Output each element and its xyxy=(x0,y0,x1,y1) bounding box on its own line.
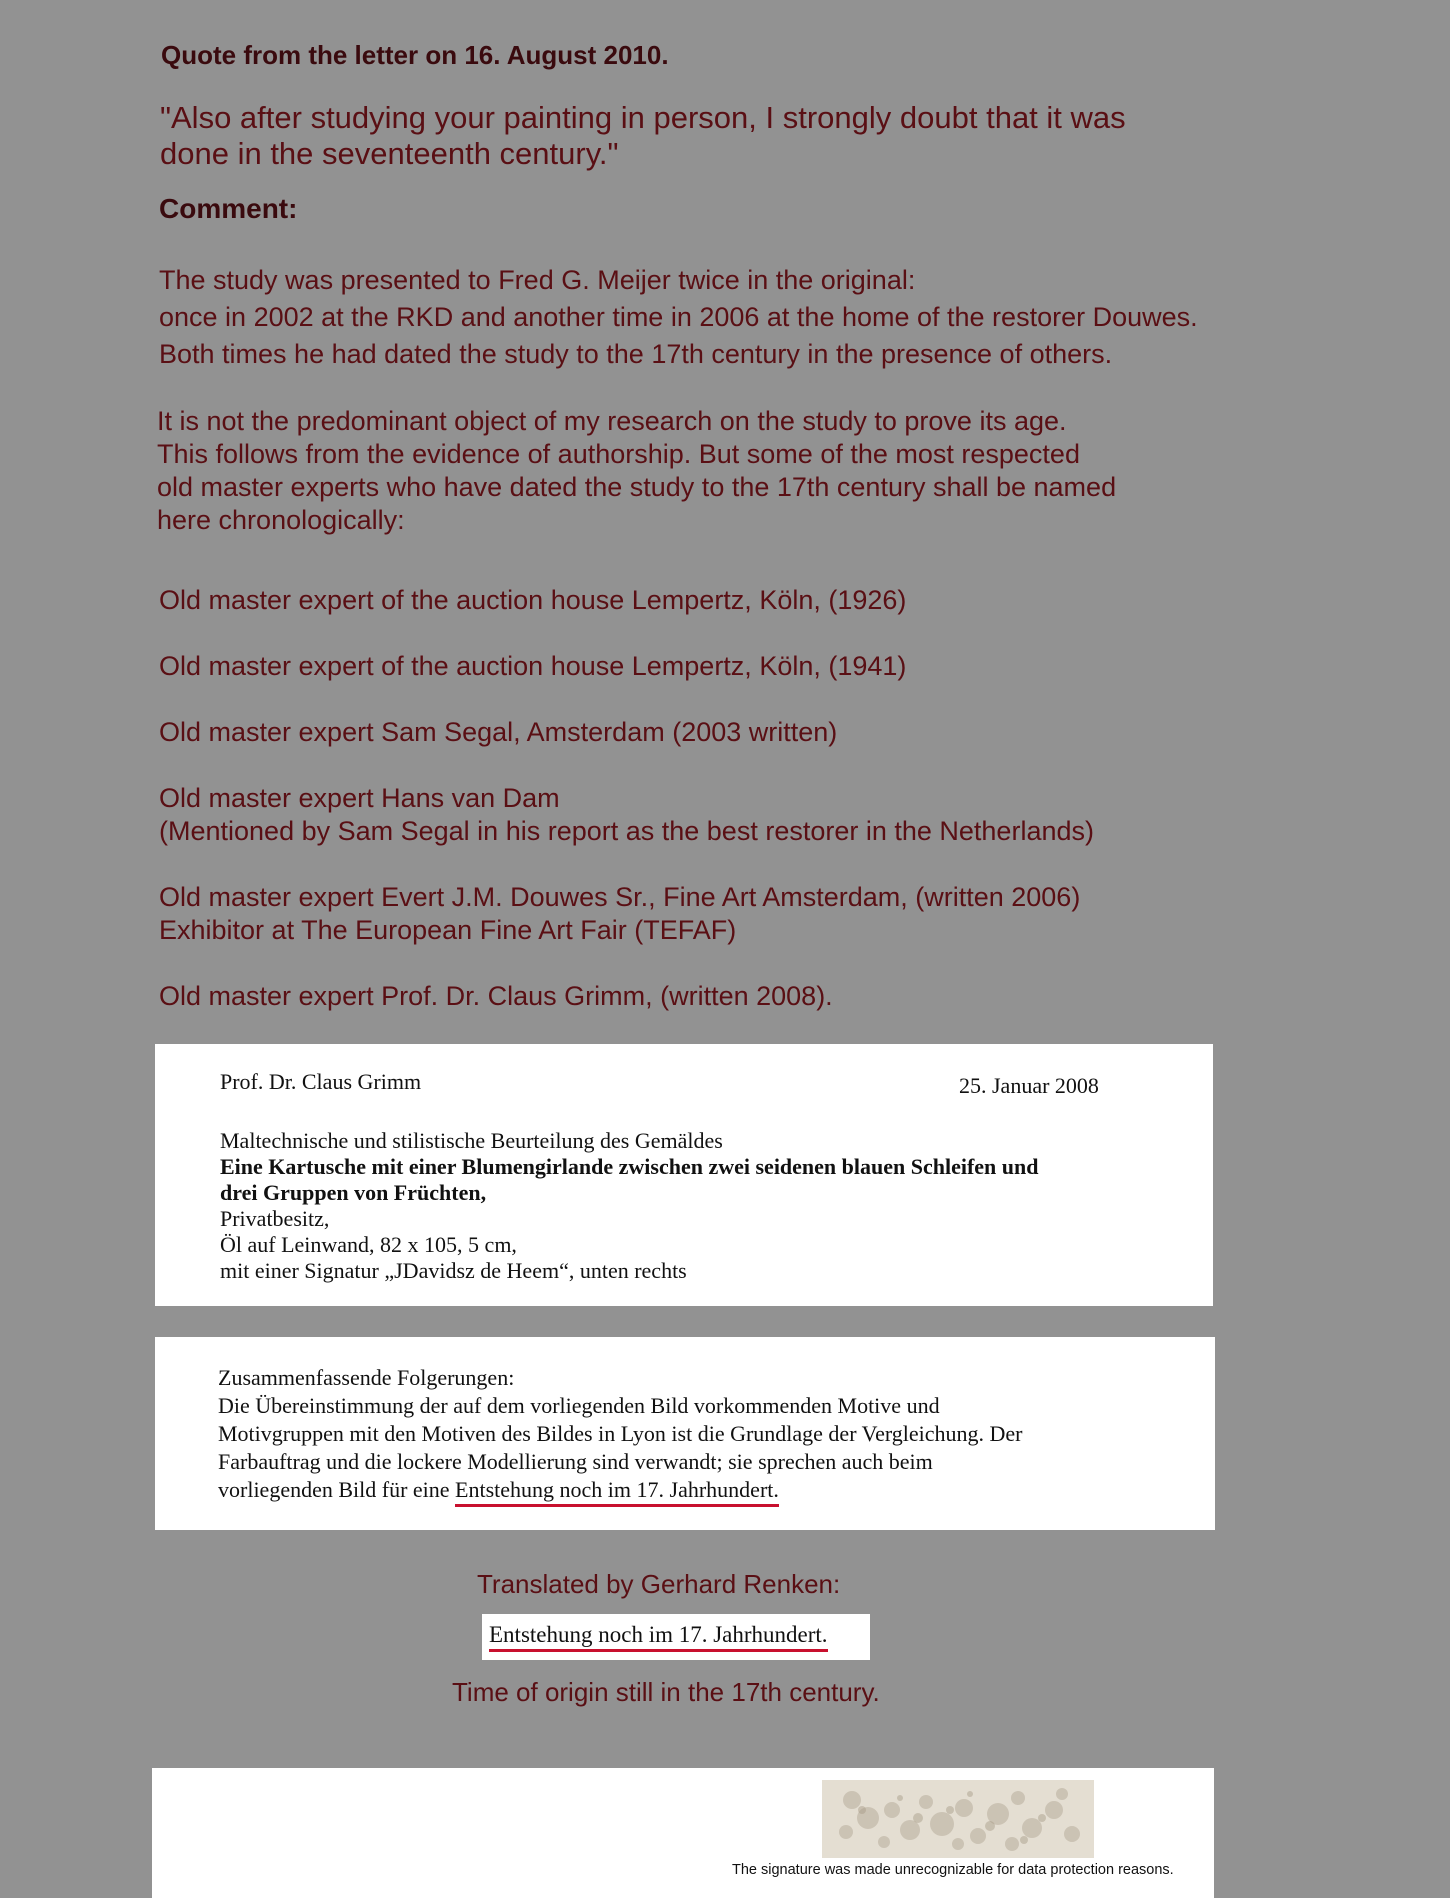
paragraph-research xyxy=(157,405,1407,537)
conclusion-line-prefix: vorliegenden Bild für eine xyxy=(218,1477,456,1502)
paragraph-line: old master experts who have dated the study to the 17th century shall be named xyxy=(157,472,1117,502)
paragraph-line: once in 2002 at the RKD and another time in 2006 at the home of the restorer Douwes. xyxy=(159,302,1198,332)
paragraph-line: It is not the predominant object of my research on the study to prove its age. xyxy=(157,406,1067,436)
translated-by-label: Translated by Gerhard Renken: xyxy=(477,1569,841,1599)
comment-label: Comment: xyxy=(159,193,298,224)
expert-line: (Mentioned by Sam Segal in his report as the best restorer in the Netherlands) xyxy=(159,816,1094,846)
conclusion-line: Motivgruppen mit den Motiven des Bildes in Lyon ist die Grundlage der Vergleichung. Der xyxy=(218,1421,1023,1446)
report-date: 25. Januar 2008 xyxy=(959,1073,1099,1098)
painting-title-line: Eine Kartusche mit einer Blumengirlande zwischen zwei seidenen blauen Schleifen und xyxy=(220,1154,1039,1179)
obscured-signature xyxy=(822,1780,1094,1858)
snippet-text: Entstehung noch im 17. Jahrhundert. xyxy=(489,1622,828,1652)
quote-line: done in the seventeenth century." xyxy=(160,136,619,171)
expert-entry xyxy=(159,881,1080,947)
highlighted-phrase: Entstehung noch im 17. Jahrhundert. xyxy=(455,1477,779,1507)
painting-title-line: drei Gruppen von Früchten, xyxy=(220,1180,487,1205)
expert-line: Old master expert Evert J.M. Douwes Sr., Fine Art Amsterdam, (written 2006) xyxy=(159,882,1081,912)
signature-panel xyxy=(152,1768,1214,1898)
painting-medium: Öl auf Leinwand, 82 x 105, 5 cm, xyxy=(220,1232,517,1257)
expert-line: Exhibitor at The European Fine Art Fair (TEFAF) xyxy=(159,915,737,945)
expert-line: Old master expert Sam Segal, Amsterdam (2003 written) xyxy=(159,717,838,747)
conclusion-heading: Zusammenfassende Folgerungen: xyxy=(218,1365,515,1390)
conclusion-line: Farbauftrag und die lockere Modellierung sind verwandt; sie sprechen auch beim xyxy=(218,1449,933,1474)
conclusion-line xyxy=(218,1476,1023,1504)
expert-entry xyxy=(159,584,906,617)
paragraph-line: here chronologically: xyxy=(157,505,405,535)
report-author: Prof. Dr. Claus Grimm xyxy=(220,1069,422,1094)
highlighted-phrase-snippet xyxy=(482,1614,870,1660)
expert-entry xyxy=(159,782,1094,848)
report-subject: Maltechnische und stilistische Beurteilung des Gemäldes xyxy=(220,1128,723,1153)
paragraph-presentations xyxy=(159,262,1409,373)
paragraph-line: Both times he had dated the study to the 17th century in the presence of others. xyxy=(159,339,1113,369)
expert-line: Old master expert of the auction house Lempertz, Köln, (1941) xyxy=(159,651,907,681)
quote-text xyxy=(160,100,1360,172)
painting-owner: Privatbesitz, xyxy=(220,1206,330,1231)
paragraph-line: This follows from the evidence of authorship. But some of the most respected xyxy=(157,439,1080,469)
expert-line: Old master expert Hans van Dam xyxy=(159,783,560,813)
painting-signature: mit einer Signatur „JDavidsz de Heem“, unten rechts xyxy=(220,1258,687,1283)
expert-entry xyxy=(159,716,837,749)
obscured-signature-noise xyxy=(822,1780,1094,1858)
grimm-conclusion-excerpt xyxy=(155,1337,1215,1530)
conclusion-body xyxy=(218,1364,1023,1504)
letter-quote-heading: Quote from the letter on 16. August 2010. xyxy=(161,40,669,70)
translation-text: Time of origin still in the 17th century. xyxy=(452,1677,880,1707)
conclusion-line: Die Übereinstimmung der auf dem vorliegenden Bild vorkommenden Motive und xyxy=(218,1393,940,1418)
signature-note: The signature was made unrecognizable for data protection reasons. xyxy=(732,1862,1174,1878)
expert-entry xyxy=(159,650,906,683)
quote-line: "Also after studying your painting in person, I strongly doubt that it was xyxy=(160,100,1126,135)
expert-line: Old master expert Prof. Dr. Claus Grimm, (written 2008). xyxy=(159,981,833,1011)
expert-entry xyxy=(159,980,833,1013)
paragraph-line: The study was presented to Fred G. Meijer twice in the original: xyxy=(159,265,916,295)
grimm-report-excerpt xyxy=(155,1044,1213,1306)
report-header-body xyxy=(220,1128,1039,1284)
expert-line: Old master expert of the auction house Lempertz, Köln, (1926) xyxy=(159,585,907,615)
